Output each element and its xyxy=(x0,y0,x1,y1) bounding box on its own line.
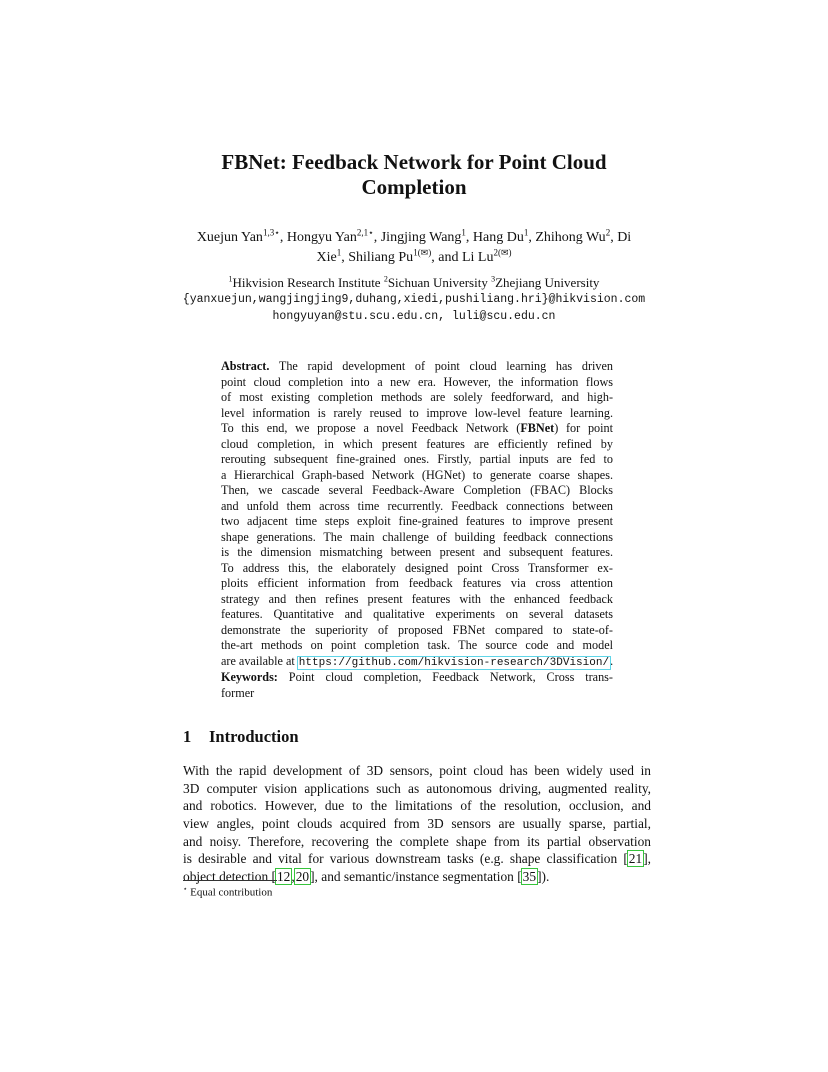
affiliation-mark: 1 xyxy=(228,274,233,284)
author-separator: , xyxy=(279,230,287,245)
author-name: Shiliang Pu xyxy=(348,250,414,265)
citation-link[interactable]: 21 xyxy=(628,851,643,867)
intro-line: With the rapid development of 3D sensors, point cloud has been widely used in xyxy=(183,763,651,778)
abstract-line: ploits efficient information from feedback features via cross attention xyxy=(221,576,613,590)
intro-text: object detection [ xyxy=(183,869,276,885)
abstract xyxy=(221,359,613,669)
author-name: Jingjing Wang xyxy=(380,230,462,245)
intro-line: 3D computer vision applications such as autonomous driving, augmented reality, xyxy=(183,780,651,796)
keywords xyxy=(221,670,613,701)
fbnet-bold: FBNet xyxy=(520,421,555,435)
author-affiliation-mark: 1,3⋆ xyxy=(262,227,280,238)
abstract-line xyxy=(221,359,613,375)
abstract-line: level information is rarely reused to improve low-level feature learning. xyxy=(221,405,613,420)
author-affiliation-mark: 2,1⋆ xyxy=(356,227,374,238)
abstract-line: the-art methods on point completion task. The source code and model xyxy=(221,638,613,652)
institution-name: Zhejiang University xyxy=(495,275,600,290)
section-number: 1 xyxy=(183,727,192,746)
source-code-link[interactable]: https://github.com/hikvision-research/3DVision/ xyxy=(298,656,610,669)
footnote-text: Equal contribution xyxy=(187,886,273,899)
abstract-line: features. Quantitative and qualitative experiments on several datasets xyxy=(221,607,613,621)
author-affiliation-mark: 2 xyxy=(605,227,611,238)
abstract-line: shape generations. The main challenge of building feedback connections xyxy=(221,529,613,544)
intro-line xyxy=(183,868,651,886)
footnote-divider xyxy=(183,880,277,881)
institution-line xyxy=(150,274,678,291)
abstract-line: a Hierarchical Graph-based Network (HGNet) to generate coarse shapes. xyxy=(221,467,613,482)
abstract-line: rerouting subsequent fine-grained ones. Firstly, partial inputs are fed to xyxy=(221,452,613,466)
abstract-line: and unfold them across time recurrently. Feedback connections between xyxy=(221,498,613,513)
abstract-line: To address this, the elaborately designed point Cross Transformer ex- xyxy=(221,560,613,575)
author-affiliation-mark: 2(✉) xyxy=(493,247,512,258)
affiliations xyxy=(150,274,678,325)
abstract-line xyxy=(221,421,613,437)
email-line-2: hongyuyan@stu.scu.edu.cn, luli@scu.edu.cn xyxy=(272,310,556,323)
intro-line: view angles, point clouds acquired from 3D sensors are usually sparse, partial, xyxy=(183,816,651,832)
citation-link[interactable]: 12 xyxy=(276,869,291,885)
author-separator: , and xyxy=(431,250,462,265)
keywords-line xyxy=(221,670,613,686)
abstract-text: The rapid development of point cloud learning has driven xyxy=(269,359,613,373)
intro-text: ], xyxy=(643,851,651,867)
abstract-line: strategy and then refines present features with the enhanced feedback xyxy=(221,591,613,606)
intro-line: and robotics. However, due to the limitations of the resolution, occlusion, and xyxy=(183,798,651,814)
abstract-line: of most existing completion methods are solely feedforward, and high- xyxy=(221,390,613,404)
author-name: Li Lu xyxy=(461,250,494,265)
author-name: Hang Du xyxy=(472,230,524,245)
author-separator: , Di xyxy=(610,230,632,245)
intro-text: ]). xyxy=(537,869,550,885)
abstract-line: Then, we cascade several Feedback-Aware Completion (FBAC) Blocks xyxy=(221,483,613,497)
abstract-line: demonstrate the superiority of proposed FBNet compared to state-of- xyxy=(221,622,613,637)
title-line-2: Completion xyxy=(361,175,467,199)
abstract-label: Abstract. xyxy=(221,359,270,373)
institution-name: Hikvision Research Institute xyxy=(232,275,384,290)
author-separator: , xyxy=(465,230,473,245)
section-heading xyxy=(183,727,299,747)
abstract-line: is the dimension mismatching between present and subsequent features. xyxy=(221,545,613,559)
keywords-text: Point cloud completion, Feedback Network, Cross trans- xyxy=(277,670,613,684)
author-name: Xuejun Yan xyxy=(196,230,263,245)
author-name: Hongyu Yan xyxy=(286,230,357,245)
intro-paragraph xyxy=(183,762,651,886)
abstract-line: point cloud completion into a new era. However, the information flows xyxy=(221,374,613,389)
abstract-text: ) for point xyxy=(554,421,614,435)
citation-link[interactable]: 35 xyxy=(522,869,537,885)
author-list xyxy=(170,228,658,268)
abstract-text: are available at xyxy=(221,653,298,668)
author-name: Xie xyxy=(316,250,337,265)
citation-separator: , xyxy=(291,869,295,885)
footnote xyxy=(183,885,272,899)
author-separator: , xyxy=(341,250,349,265)
paper-title xyxy=(150,150,678,200)
author-affiliation-mark: 1 xyxy=(523,227,529,238)
author-affiliation-mark: 1(✉) xyxy=(413,247,432,258)
keywords-line: former xyxy=(221,685,255,700)
affiliation-mark: 2 xyxy=(383,274,388,284)
abstract-line: cloud completion, in which present features are efficiently refined by xyxy=(221,436,613,451)
author-separator: , xyxy=(373,230,381,245)
author-affiliation-mark: 1 xyxy=(461,227,466,238)
title-line-1: FBNet: Feedback Network for Point Cloud xyxy=(221,150,607,174)
author-separator: , xyxy=(528,230,536,245)
author-affiliation-mark: 1 xyxy=(336,247,342,258)
abstract-line: two adjacent time steps exploit fine-grained features to improve present xyxy=(221,514,613,528)
author-name: Zhihong Wu xyxy=(535,230,606,245)
abstract-text: To this end, we propose a novel Feedback Network ( xyxy=(221,421,521,435)
intro-text: is desirable and vital for various downstream tasks (e.g. shape classification [ xyxy=(183,851,628,867)
abstract-line xyxy=(221,654,613,670)
institution-name: Sichuan University xyxy=(387,275,492,290)
intro-line: and noisy. Therefore, recovering the complete shape from its partial observation xyxy=(183,833,651,849)
keywords-label: Keywords: xyxy=(221,670,278,684)
abstract-text: . xyxy=(610,653,614,668)
affiliation-mark: 3 xyxy=(491,274,496,284)
intro-line xyxy=(183,850,651,868)
footnote-mark: ⋆ xyxy=(183,885,188,893)
intro-text: ], and semantic/instance segmentation [ xyxy=(310,869,522,885)
section-title: Introduction xyxy=(209,727,299,746)
citation-link[interactable]: 20 xyxy=(295,869,310,885)
email-line-1: {yanxuejun,wangjingjing9,duhang,xiedi,pushiliang.hri}@hikvision.com xyxy=(182,293,646,306)
